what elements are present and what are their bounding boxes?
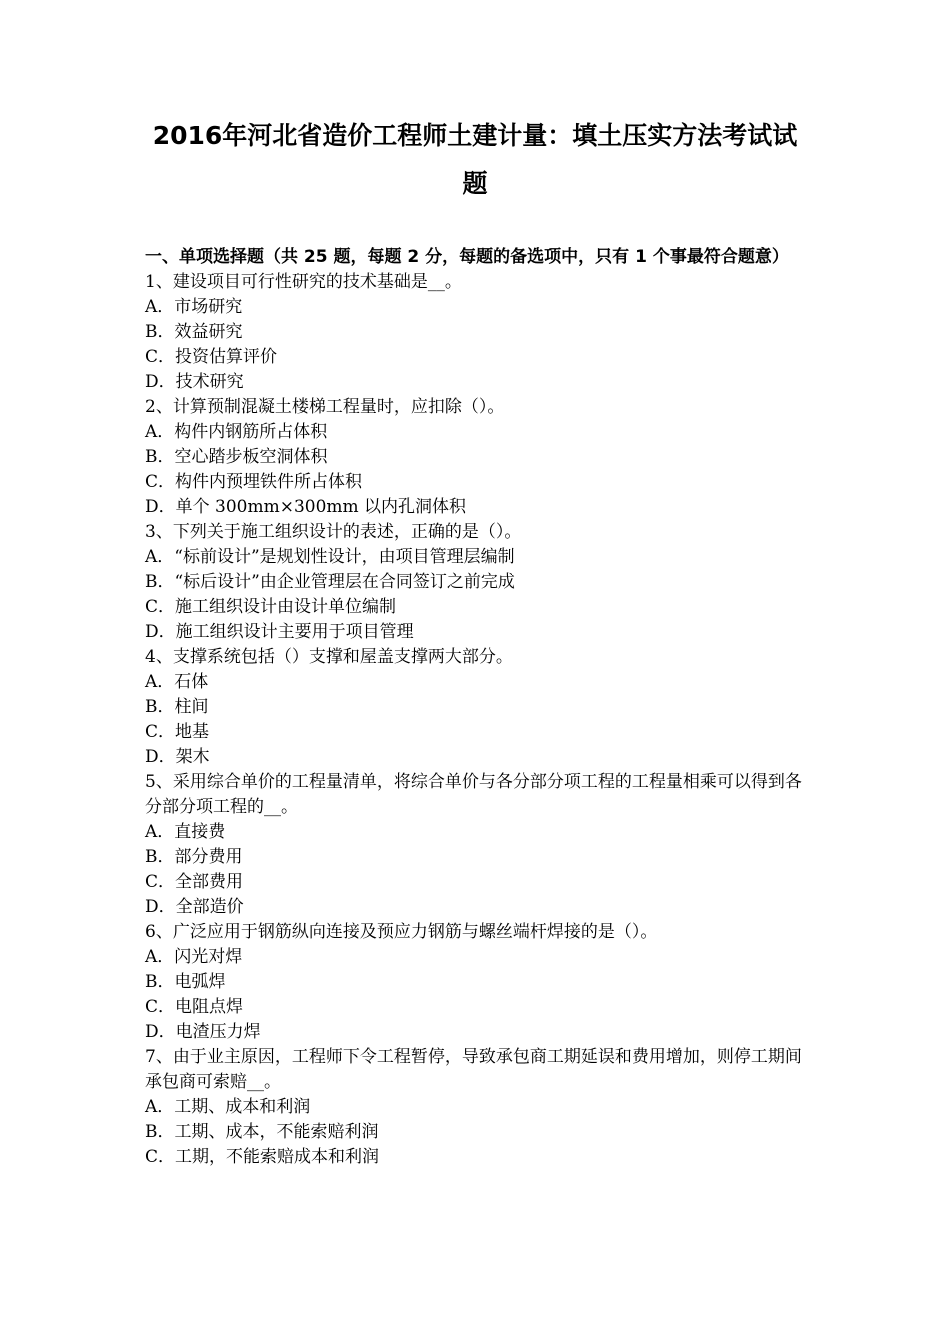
option-d: D．全部造价 — [145, 897, 244, 917]
question-text: 4、支撑系统包括（）支撑和屋盖支撑两大部分。 — [145, 647, 513, 667]
option-a: A．“标前设计”是规划性设计，由项目管理层编制 — [145, 547, 515, 567]
section-heading: 一、单项选择题（共 25 题，每题 2 分，每题的备选项中，只有 1 个事最符合题意） — [145, 247, 789, 267]
document-title-line-2: 题 — [462, 169, 488, 198]
document-body — [145, 245, 807, 1170]
question-6 — [145, 920, 807, 1045]
option-c: C．全部费用 — [145, 872, 244, 892]
option-c: C．电阻点焊 — [145, 997, 244, 1017]
question-3 — [145, 520, 807, 645]
option-d: D．施工组织设计主要用于项目管理 — [145, 622, 414, 642]
question-1 — [145, 270, 807, 395]
option-a: A．闪光对焊 — [145, 947, 243, 967]
option-d: D．架木 — [145, 747, 210, 767]
question-4 — [145, 645, 807, 770]
question-5 — [145, 770, 807, 920]
option-b: B．“标后设计”由企业管理层在合同签订之前完成 — [145, 572, 515, 592]
question-text: 1、建设项目可行性研究的技术基础是__。 — [145, 272, 462, 292]
option-b: B．效益研究 — [145, 322, 243, 342]
question-text: 6、广泛应用于钢筋纵向连接及预应力钢筋与螺丝端杆焊接的是（）。 — [145, 922, 658, 942]
option-c: C．构件内预埋铁件所占体积 — [145, 472, 363, 492]
option-a: A．市场研究 — [145, 297, 243, 317]
document-title-line-1: 2016年河北省造价工程师土建计量：填土压实方法考试试 — [152, 121, 798, 150]
option-c: C．投资估算评价 — [145, 347, 278, 367]
option-d: D．电渣压力焊 — [145, 1022, 261, 1042]
question-7 — [145, 1045, 807, 1170]
option-d: D．技术研究 — [145, 372, 244, 392]
option-b: B．工期、成本，不能索赔利润 — [145, 1122, 379, 1142]
option-c: C．施工组织设计由设计单位编制 — [145, 597, 397, 617]
option-b: B．电弧焊 — [145, 972, 226, 992]
question-text: 3、下列关于施工组织设计的表述，正确的是（）。 — [145, 522, 522, 542]
option-c: C．工期，不能索赔成本和利润 — [145, 1147, 380, 1167]
option-a: A．构件内钢筋所占体积 — [145, 422, 328, 442]
question-text: 7、由于业主原因，工程师下令工程暂停，导致承包商工期延误和费用增加，则停工期间承包商可索赔__。 — [145, 1047, 802, 1092]
option-b: B．部分费用 — [145, 847, 243, 867]
question-text: 2、计算预制混凝土楼梯工程量时，应扣除（）。 — [145, 397, 505, 417]
option-b: B．柱间 — [145, 697, 209, 717]
question-2 — [145, 395, 807, 520]
option-d: D．单个 300mm×300mm 以内孔洞体积 — [145, 497, 467, 517]
question-text: 5、采用综合单价的工程量清单，将综合单价与各分部分项工程的工程量相乘可以得到各分部分项工程的__。 — [145, 772, 802, 817]
option-a: A．石体 — [145, 672, 209, 692]
option-a: A．工期、成本和利润 — [145, 1097, 311, 1117]
option-b: B．空心踏步板空洞体积 — [145, 447, 328, 467]
option-a: A．直接费 — [145, 822, 226, 842]
document-title — [130, 112, 820, 208]
option-c: C．地基 — [145, 722, 210, 742]
